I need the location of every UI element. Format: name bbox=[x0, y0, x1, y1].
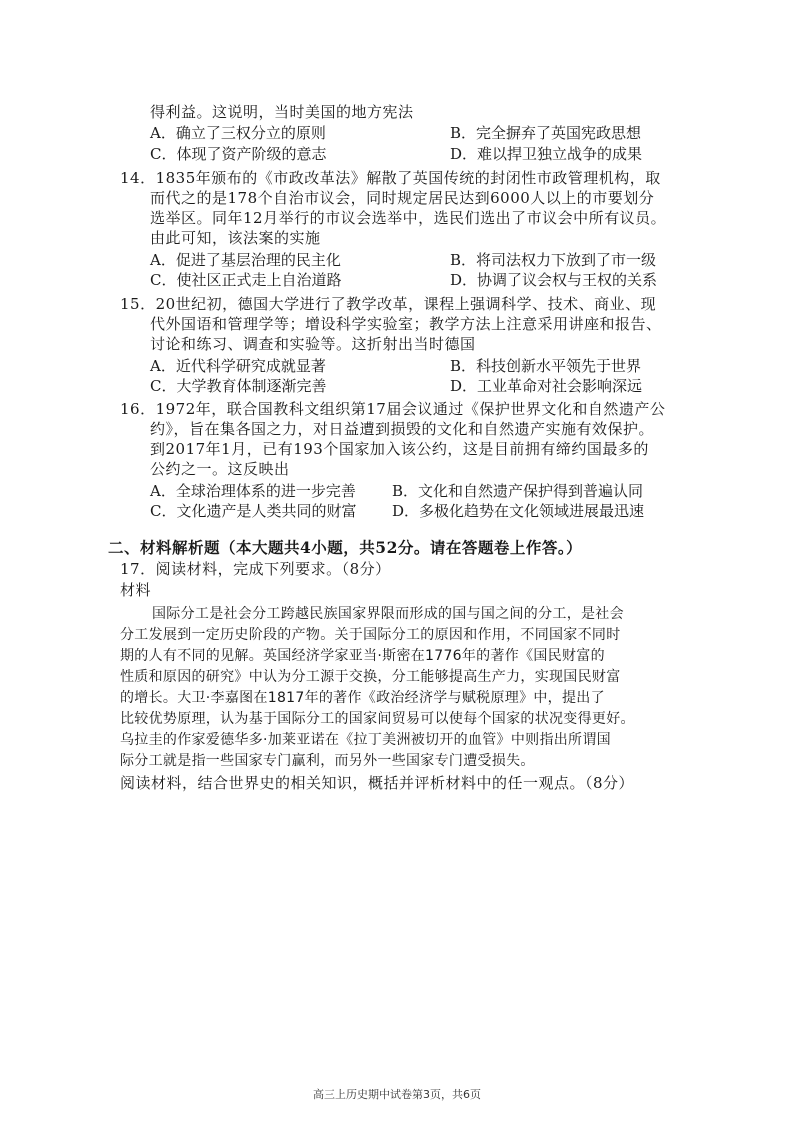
q17-material-line-8: 际分工就是指一些国家专门赢利，而另外一些国家专门遭受损失。 bbox=[120, 753, 535, 769]
q14-option-b: B．将司法权力下放到了市一级 bbox=[450, 251, 657, 269]
q17-material-line-2: 分工发展到一定历史阶段的产物。关于国际分工的原因和作用，不同国家不同时 bbox=[120, 627, 621, 643]
q17-material-line-5: 的增长。大卫·李嘉图在1817年的著作《政治经济学与赋税原理》中，提出了 bbox=[120, 690, 605, 706]
q17-material-line-4: 性质和原因的研究》中认为分工源于交换，分工能够提高生产力，实现国民财富 bbox=[120, 669, 621, 685]
q17-material-label: 材料 bbox=[120, 581, 152, 599]
q16-line-3: 到2017年1月，已有193个国家加入该公约，这是目前拥有缔约国最多的 bbox=[150, 440, 649, 458]
q17-material-line-3: 期的人有不同的见解。英国经济学家亚当·斯密在1776年的著作《国民财富的 bbox=[120, 648, 605, 664]
q17-material-line-1: 国际分工是社会分工跨越民族国家界限而形成的国与国之间的分工，是社会 bbox=[152, 606, 624, 622]
q15-line-2: 代外国语和管理学等；增设科学实验室；教学方法上注意采用讲座和报告、 bbox=[150, 315, 662, 333]
q16-line-1: 16．1972年，联合国教科文组织第17届会议通过《保护世界文化和自然遗产公 bbox=[120, 400, 666, 418]
q14-line-1: 14．1835年颁布的《市政改革法》解散了英国传统的封闭性市政管理机构，取 bbox=[120, 169, 661, 187]
q13-option-b: B．完全摒弃了英国宪政思想 bbox=[450, 124, 642, 142]
q13-option-c: C．体现了资产阶级的意志 bbox=[150, 145, 327, 163]
q13-continuation: 得利益。这说明，当时美国的地方宪法 bbox=[150, 103, 414, 121]
q14-option-d: D．协调了议会权与王权的关系 bbox=[450, 271, 658, 289]
q15-line-3: 讨论和练习、调查和实验等。这折射出当时德国 bbox=[150, 335, 476, 353]
q15-line-1: 15．20世纪初，德国大学进行了教学改革，课程上强调科学、技术、商业、现 bbox=[120, 295, 657, 313]
q16-option-a: A．全球治理体系的进一步完善 bbox=[150, 482, 356, 500]
q13-option-a: A．确立了三权分立的原则 bbox=[150, 124, 326, 142]
page-footer: 高三上历史期中试卷第3页，共6页 bbox=[313, 1088, 481, 1101]
q14-line-2: 而代之的是178个自治市议会，同时规定居民达到6000人以上的市要划分 bbox=[150, 189, 655, 207]
q17-task: 阅读材料，结合世界史的相关知识，概括并评析材料中的任一观点。（8分） bbox=[120, 774, 635, 792]
q16-option-d: D．多极化趋势在文化领域进展最迅速 bbox=[392, 502, 645, 520]
q14-line-4: 由此可知，该法案的实施 bbox=[150, 229, 321, 247]
q15-option-d: D．工业革命对社会影响深远 bbox=[450, 377, 643, 395]
q17-heading: 17．阅读材料，完成下列要求。（8分） bbox=[120, 560, 391, 578]
q14-option-a: A．促进了基层治理的民主化 bbox=[150, 251, 341, 269]
q13-option-d: D．难以捍卫独立战争的成果 bbox=[450, 145, 643, 163]
q16-line-4: 公约之一。这反映出 bbox=[150, 460, 290, 478]
q14-option-c: C．使社区正式走上自治道路 bbox=[150, 271, 342, 289]
q14-line-3: 选举区。同年12月举行的市议会选举中，选民们选出了市议会中所有议员。 bbox=[150, 209, 667, 227]
q15-option-a: A．近代科学研究成就显著 bbox=[150, 357, 326, 375]
q16-option-c: C．文化遗产是人类共同的财富 bbox=[150, 502, 357, 520]
q15-option-c: C．大学教育体制逐渐完善 bbox=[150, 377, 327, 395]
q16-option-b: B．文化和自然遗产保护得到普遍认同 bbox=[392, 482, 644, 500]
q17-material-line-6: 比较优势原理，认为基于国际分工的国家间贸易可以使每个国家的状况变得更好。 bbox=[120, 711, 635, 727]
section-2-heading: 二、材料解析题（本大题共4小题，共52分。请在答题卷上作答。） bbox=[108, 538, 583, 557]
q15-option-b: B．科技创新水平领先于世界 bbox=[450, 357, 642, 375]
q17-material-line-7: 乌拉圭的作家爱德华多·加莱亚诺在《拉丁美洲被切开的血管》中则指出所谓国 bbox=[120, 732, 611, 748]
q16-line-2: 约》，旨在集各国之力，对日益遭到损毁的文化和自然遗产实施有效保护。 bbox=[150, 420, 655, 438]
